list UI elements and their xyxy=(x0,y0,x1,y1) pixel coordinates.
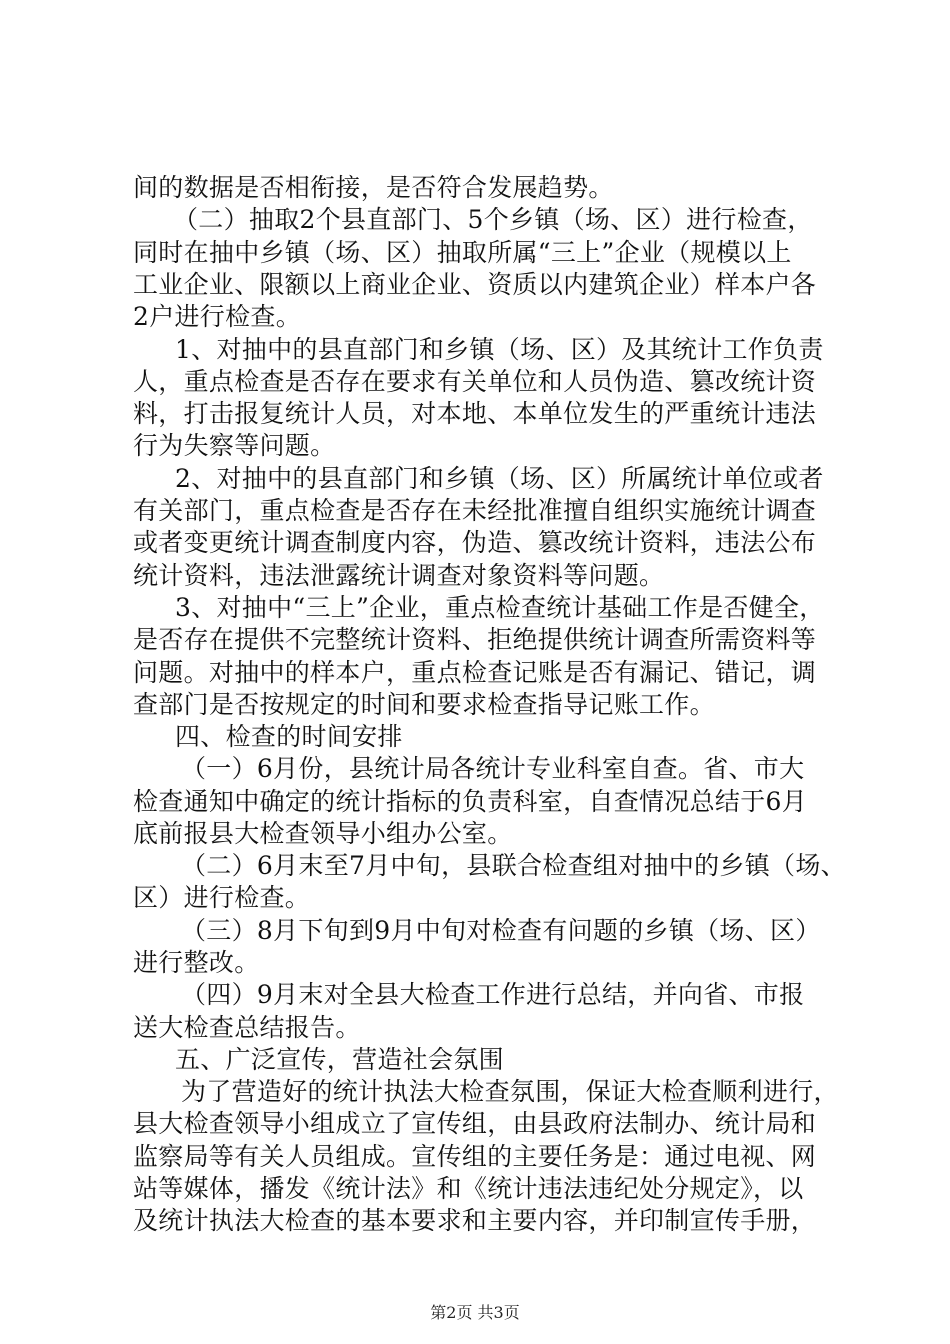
text-line: 送大检查总结报告。 xyxy=(133,1013,361,1042)
text-line: 站等媒体，播发《统计法》和《统计违法违纪处分规定》，以 xyxy=(133,1174,804,1203)
text-line: （一）6月份，县统计局各统计专业科室自查。省、市大 xyxy=(181,754,805,783)
text-line: 是否存在提供不完整统计资料、拒绝提供统计调查所需资料等 xyxy=(133,625,817,654)
text-line: （二）抽取2个县直部门、5个乡镇（场、区）进行检查， xyxy=(173,205,813,234)
text-line: 行为失察等问题。 xyxy=(133,431,336,460)
page-footer xyxy=(0,1303,950,1323)
text-line: 及统计执法大检查的基本要求和主要内容，并印制宣传手册， xyxy=(133,1206,817,1235)
text-line: 问题。对抽中的样本户，重点检查记账是否有漏记、错记，调 xyxy=(133,658,817,687)
section-heading: 四、检查的时间安排 xyxy=(175,722,403,751)
text-line: 统计资料，违法泄露统计调查对象资料等问题。 xyxy=(133,561,665,590)
text-line: 工业企业、限额以上商业企业、资质以内建筑企业）样本户各 xyxy=(133,270,817,299)
text-line: （四）9月末对全县大检查工作进行总结，并向省、市报 xyxy=(181,980,805,1009)
text-line: 3、对抽中“三上”企业，重点检查统计基础工作是否健全， xyxy=(175,593,825,622)
text-line: 有关部门，重点检查是否存在未经批准擅自组织实施统计调查 xyxy=(133,496,817,525)
text-line: 间的数据是否相衔接，是否符合发展趋势。 xyxy=(133,173,614,202)
text-line: 或者变更统计调查制度内容，伪造、篡改统计资料，违法公布 xyxy=(133,528,817,557)
text-line: 同时在抽中乡镇（场、区）抽取所属“三上”企业（规模以上 xyxy=(133,238,792,267)
text-line: 为了营造好的统计执法大检查氛围，保证大检查顺利进行， xyxy=(181,1077,839,1106)
section-heading: 五、广泛宣传，营造社会氛围 xyxy=(175,1045,504,1074)
text-line: 料，打击报复统计人员，对本地、本单位发生的严重统计违法 xyxy=(133,399,817,428)
text-line: （二）6月末至7月中旬，县联合检查组对抽中的乡镇（场、 xyxy=(181,851,846,880)
text-line: 进行整改。 xyxy=(133,948,260,977)
text-line: 2户进行检查。 xyxy=(133,302,302,331)
text-line: 底前报县大检查领导小组办公室。 xyxy=(133,819,513,848)
text-line: （三）8月下旬到9月中旬对检查有问题的乡镇（场、区） xyxy=(181,916,821,945)
text-line: 1、对抽中的县直部门和乡镇（场、区）及其统计工作负责 xyxy=(175,335,824,364)
text-line: 区）进行检查。 xyxy=(133,883,311,912)
text-line: 2、对抽中的县直部门和乡镇（场、区）所属统计单位或者 xyxy=(175,464,824,493)
text-line: 检查通知中确定的统计指标的负责科室，自查情况总结于6月 xyxy=(133,787,808,816)
text-line: 人，重点检查是否存在要求有关单位和人员伪造、篡改统计资 xyxy=(133,367,817,396)
text-line: 监察局等有关人员组成。宣传组的主要任务是：通过电视、网 xyxy=(133,1142,817,1171)
text-line: 查部门是否按规定的时间和要求检查指导记账工作。 xyxy=(133,690,715,719)
page-number-label: 第2页 共3页 xyxy=(430,1303,520,1322)
text-line: 县大检查领导小组成立了宣传组，由县政府法制办、统计局和 xyxy=(133,1109,817,1138)
